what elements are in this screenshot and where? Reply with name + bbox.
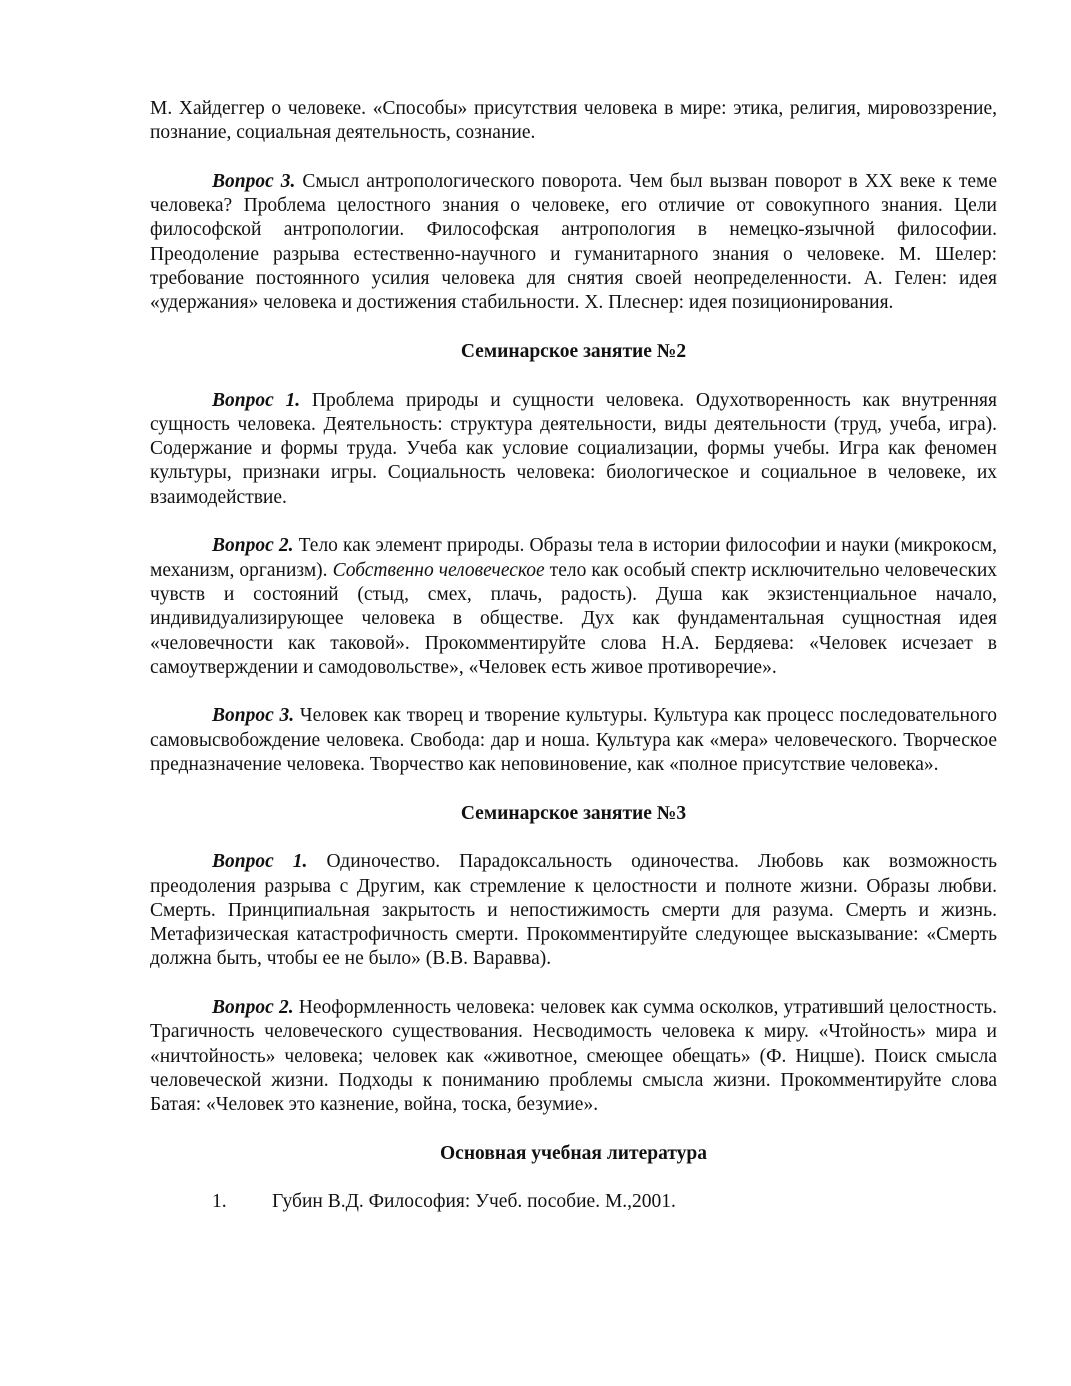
question-label: Вопрос 1. xyxy=(212,851,308,873)
question-text: Тело как элемент природы. Образы тела в истории философии и науки (микрокосм, механизм, организм). xyxy=(150,535,997,581)
question-text: Неоформленность человека: человек как сумма осколков, утративший целостность. Трагичность человеческого существования. Несводимость человека к миру. «Чтойность» мира и «ничтойность» человека; человек как «животное, смеющее обещать» (Ф. Ницше). Поиск смысла человеческой жизни. Подходы к пониманию проблемы смысла жизни. Прокомментируйте слова Батая: «Человек это казнение, война, тоска, безумие». xyxy=(150,996,997,1116)
question-text: Проблема природы и сущности человека. Одухотворенность как внутренняя сущность человека. Деятельность: структура деятельности, виды деятельности (труд, учеба, игра). Содержание и формы труда. Учеба как условие социализации, формы учебы. Игра как феномен культуры, признаки игры. Социальность человека: биологическое и социальное в человеке, их взаимодействие. xyxy=(150,389,997,508)
literature-item-text: Губин В.Д. Философия: Учеб. пособие. М.,2001. xyxy=(272,1191,676,1213)
seminar2-question3 xyxy=(150,704,997,777)
seminar3-heading: Семинарское занятие №3 xyxy=(460,802,687,824)
seminar3-question2 xyxy=(150,996,997,1117)
question-label: Вопрос 3. xyxy=(212,705,295,727)
seminar3-question1 xyxy=(150,850,997,971)
literature-item xyxy=(150,1190,997,1214)
question-text: Смысл антропологического поворота. Чем был вызван поворот в XX веке к теме человека? Проблема целостного знания о человеке, его отличие от совокупного знания. Цели философской антропологии. Философская антропология в немецко-язычной философии. Преодоление разрыва естественно-научного и гуманитарного знания о человеке. М. Шелер: требование постоянного усилия человека для снятия своей неопределенности. А. Гелен: идея «удержания» человека и достижения стабильности. Х. Плеснер: идея позиционирования. xyxy=(150,170,997,314)
seminar1-question3 xyxy=(150,170,997,316)
question-label: Вопрос 2. xyxy=(212,535,294,557)
document-page xyxy=(150,97,997,1215)
seminar2-question1 xyxy=(150,389,997,510)
seminar2-question2 xyxy=(150,534,997,680)
intro-paragraph: М. Хайдеггер о человеке. «Способы» присутствия человека в мире: этика, религия, мировоззрение, познание, социальная деятельность, сознание. xyxy=(150,98,997,144)
question-italic-phrase: Собственно человеческое xyxy=(332,559,545,581)
seminar2-heading: Семинарское занятие №2 xyxy=(460,340,687,362)
literature-heading: Основная учебная литература xyxy=(440,1142,707,1164)
question-text: Одиночество. Парадоксальность одиночества. Любовь как возможность преодоления разрыва с Другим, как стремление к целостности и полноте жизни. Образы любви. Смерть. Принципиальная закрытость и непостижимость смерти для разума. Смерть и жизнь. Метафизическая катастрофичность смерти. Прокомментируйте следующее высказывание: «Смерть должна быть, чтобы ее не было» (В.В. Варавва). xyxy=(150,851,997,970)
literature-item-number: 1. xyxy=(212,1191,227,1213)
question-label: Вопрос 2. xyxy=(212,996,294,1018)
question-label: Вопрос 3. xyxy=(212,170,296,192)
question-label: Вопрос 1. xyxy=(212,389,301,411)
question-text: Человек как творец и творение культуры. Культура как процесс последовательного самовысвобождение человека. Свобода: дар и ноша. Культура как «мера» человеческого. Творческое предназначение человека. Творчество как неповиновение, как «полное присутствие человека». xyxy=(150,705,997,776)
question-text-continued: тело как особый спектр исключительно человеческих чувств и состояний (стыд, смех, плачь, радость). Душа как экзистенциальное начало, индивидуализирующее человека в обществе. Дух как фундаментальная сущностная идея «человечности как таковой». Прокомментируйте слова Н.А. Бердяева: «Человек исчезает в самоутверждении и самодовольстве», «Человек есть живое противоречие». xyxy=(150,559,998,678)
